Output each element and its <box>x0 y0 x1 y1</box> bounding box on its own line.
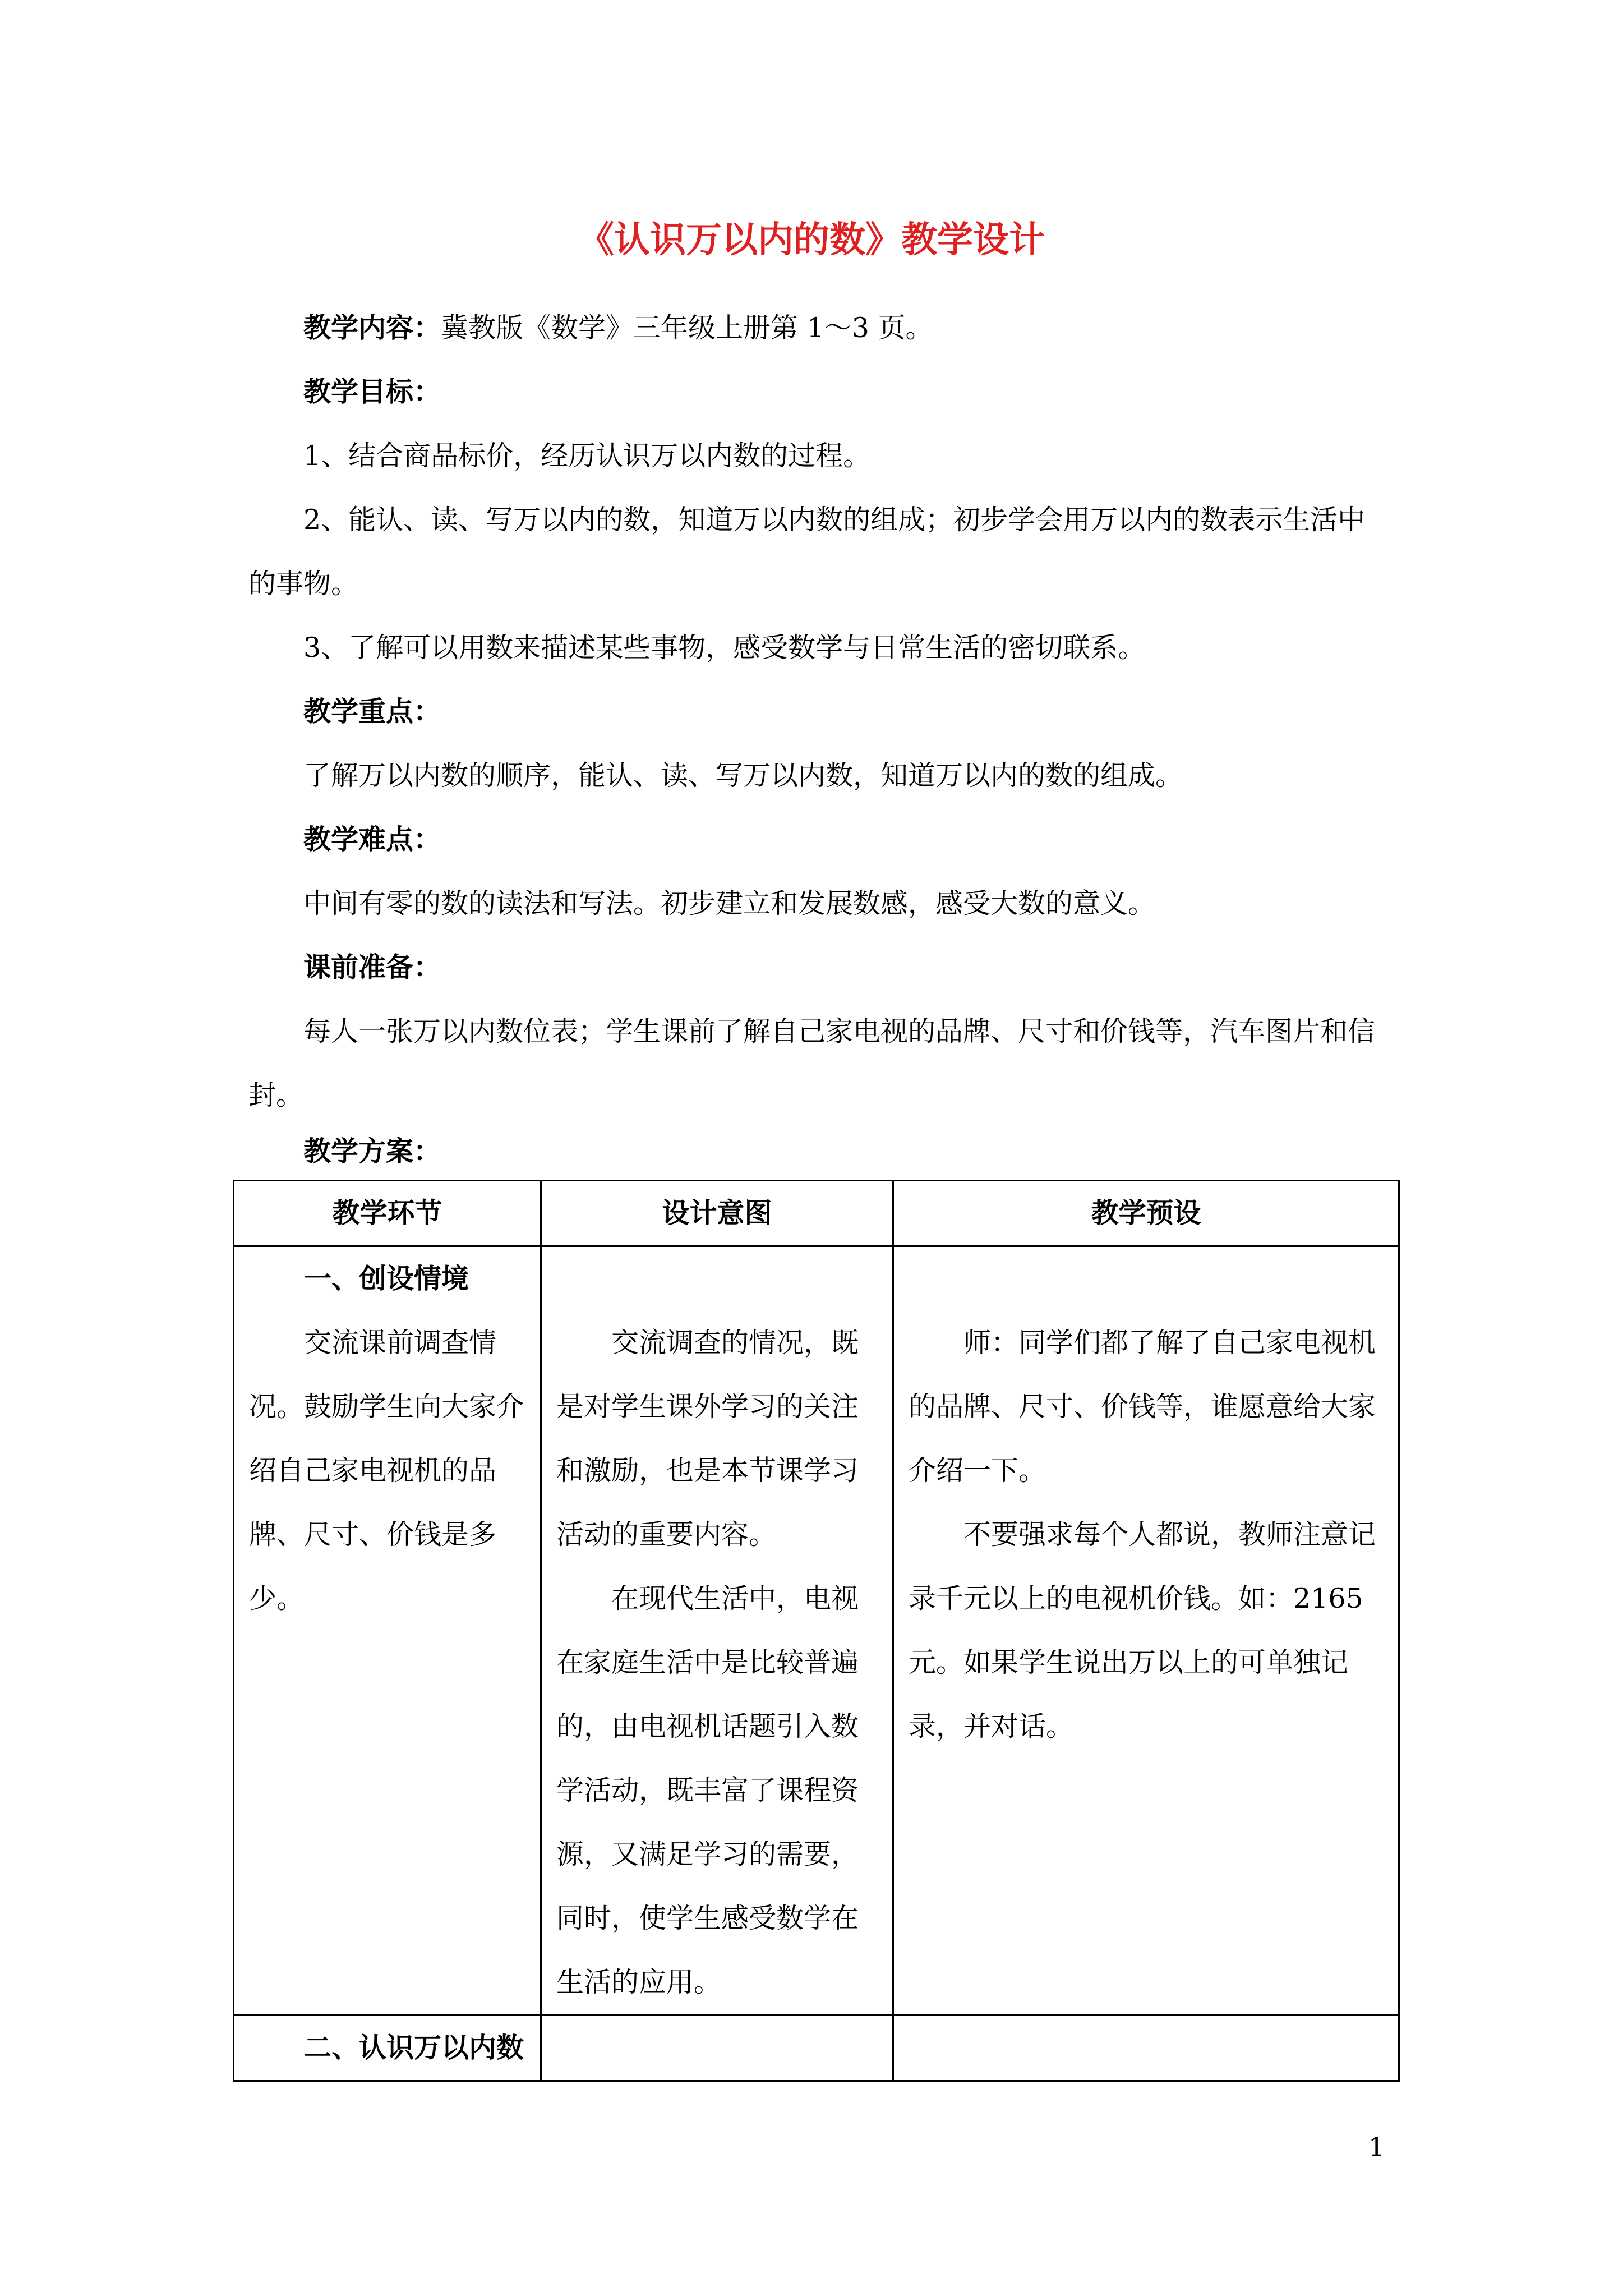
intent-paragraph: 在现代生活中，电视在家庭生活中是比较普遍的，由电视机话题引入数学活动，既丰富了课程资源，又满足学习的需要，同时，使学生感受数学在生活的应用。 <box>556 1582 859 1998</box>
header-stage: 教学环节 <box>234 1181 541 1246</box>
stage-cell <box>234 2016 541 2081</box>
preset-cell <box>893 2016 1399 2081</box>
stage-text: 交流课前调查情况。鼓励学生向大家介绍自己家电视机的品牌、尺寸、价钱是多少。 <box>249 1327 524 1614</box>
table-row <box>234 2016 1399 2081</box>
teaching-content <box>248 296 1387 360</box>
preset-paragraph: 不要强求每个人都说，教师注意记录千元以上的电视机价钱。如：2165 元。如果学生说出万以上的可单独记录，并对话。 <box>909 1519 1376 1742</box>
objective-item: 2、能认、读、写万以内的数，知道万以内数的组成；初步学会用万以内的数表示生活中的事物。 <box>248 504 1366 600</box>
teaching-content-text: 冀教版《数学》三年级上册第 1～3 页。 <box>441 312 933 344</box>
intent-cell <box>541 2016 893 2081</box>
stage-title: 一、创设情境 <box>304 1263 469 1295</box>
difficulties-label: 教学难点： <box>303 823 441 855</box>
key-points-text: 了解万以内数的顺序，能认、读、写万以内数，知道万以内的数的组成。 <box>303 760 1183 792</box>
teaching-content-label: 教学内容： <box>303 312 441 344</box>
stage-cell <box>234 1246 541 2016</box>
objective-item: 3、了解可以用数来描述某些事物，感受数学与日常生活的密切联系。 <box>303 632 1146 664</box>
stage-title: 二、认识万以内数 <box>304 2032 524 2064</box>
objectives-label: 教学目标： <box>303 376 441 408</box>
document-title: 《认识万以内的数》教学设计 <box>578 219 1045 261</box>
preset-cell <box>893 1246 1399 2016</box>
preparation-label: 课前准备： <box>303 951 441 983</box>
plan-label: 教学方案： <box>303 1135 441 1167</box>
header-preset: 教学预设 <box>893 1181 1399 1246</box>
intent-paragraph: 交流调查的情况，既是对学生课外学习的关注和激励，也是本节课学习活动的重要内容。 <box>556 1327 859 1550</box>
difficulties-text: 中间有零的数的读法和写法。初步建立和发展数感，感受大数的意义。 <box>303 887 1156 919</box>
preset-paragraph: 师：同学们都了解了自己家电视机的品牌、尺寸、价钱等，谁愿意给大家介绍一下。 <box>909 1327 1376 1487</box>
table-header-row <box>234 1181 1399 1246</box>
key-points-label: 教学重点： <box>303 696 441 728</box>
table-row <box>234 1246 1399 2016</box>
teaching-plan-table <box>233 1180 1400 2082</box>
header-intent: 设计意图 <box>541 1181 893 1246</box>
preparation-text: 每人一张万以内数位表；学生课前了解自己家电视的品牌、尺寸和价钱等，汽车图片和信封。 <box>248 1015 1376 1111</box>
objective-item: 1、结合商品标价，经历认识万以内数的过程。 <box>303 440 871 472</box>
intent-cell <box>541 1246 893 2016</box>
page-number: 1 <box>1368 2132 1385 2162</box>
